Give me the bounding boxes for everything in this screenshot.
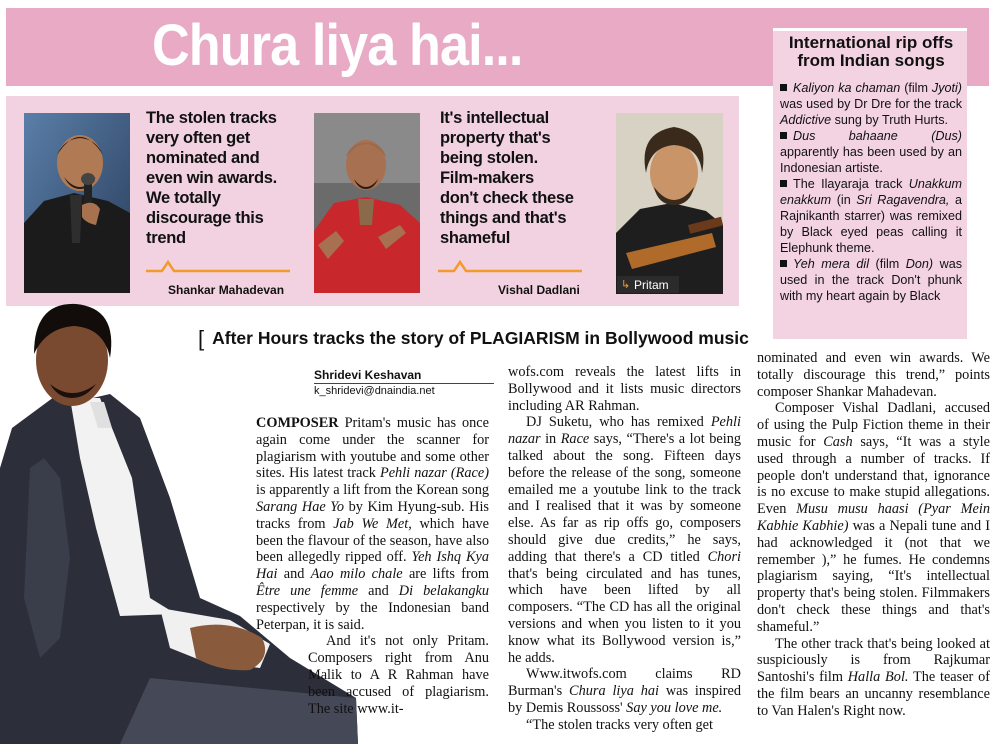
kicker-text: After Hours tracks the story of PLAGIARISM in Bollywood music bbox=[212, 328, 749, 348]
quote-line: Film-makers bbox=[440, 169, 534, 187]
byline-rule bbox=[314, 383, 494, 384]
article-paragraph: wofs.com reveals the latest lifts in Bollywood and it lists music directors including AR Rahman. bbox=[508, 364, 741, 414]
quote-line: trend bbox=[146, 229, 186, 247]
sidebar-item: Dus bahaane (Dus) apparently has been used by an Indonesian artiste. bbox=[780, 129, 962, 175]
bullet-square-icon bbox=[780, 132, 787, 139]
quote-line: The stolen tracks bbox=[146, 109, 277, 127]
quote-shankar bbox=[146, 108, 277, 248]
article-paragraph: Composer Vishal Dadlani, accused of using the Pulp Fiction theme in their music for Cash says, “It was a style used through a number of tracks. If people don't understand that, ignorance is no excuse to make stupid allegations. Even Musu musu haasi (Pyar Mein Kabhie Kabhie) was a Nepali tune and I had acknowledged it (not that we remember ),” he fumes. He condemns plagiarism saying, “It's intellectual property that's being stolen. Filmmakers don't check these things and that's shameful.” bbox=[757, 400, 991, 635]
sidebar-item: The Ilayaraja track Unakkum enakkum (in Sri Ragavendra, a Rajnikanth starrer) was remixed by Black eyed peas calling it Elephunk theme. bbox=[780, 177, 962, 255]
quote-line: nominated and bbox=[146, 149, 260, 167]
quote-line: even win awards. bbox=[146, 169, 277, 187]
quote-line: being stolen. bbox=[440, 149, 538, 167]
article-paragraph: DJ Suketu, who has remixed Pehli nazar in Race says, “There's a lot being talked about the song. Fifteen days before the release of the song, someone emailed me a youtube link to the track and I realised that it was by someone else. As far as rip offs go, composers should give due credits,” he says, adding that there's a CD titled Chori that's being circulated and has tunes, which have been lifted by all composers. “The CD has all the original versions and when you listen to it you know what its Bollywood version is,” he adds. bbox=[508, 414, 741, 666]
quote-line: don't check these bbox=[440, 189, 574, 207]
quote-line: things and that's bbox=[440, 209, 567, 227]
bullet-square-icon bbox=[780, 180, 787, 187]
quote-line: shameful bbox=[440, 229, 511, 247]
bullet-square-icon bbox=[780, 260, 787, 267]
photo-shankar-mahadevan bbox=[24, 113, 130, 293]
byline-email: k_shridevi@dnaindia.net bbox=[314, 385, 435, 397]
sidebar-item: Kaliyon ka chaman (film Jyoti) was used by Dr Dre for the track Addictive sung by Truth Hurts. bbox=[780, 81, 962, 127]
article-column-3 bbox=[757, 350, 990, 720]
caption-arrow-icon: ↳ bbox=[621, 279, 631, 291]
quote-line: It's intellectual bbox=[440, 109, 549, 127]
photo-caption: Pritam bbox=[634, 278, 669, 292]
byline-name: Shridevi Keshavan bbox=[314, 368, 422, 382]
sidebar-title: International rip offs from Indian songs bbox=[788, 33, 954, 70]
article-paragraph: And it's not only Pritam. Composers right from Anu Malik to A R Rahman have been accused of plagiarism. The site www.it- bbox=[308, 633, 489, 717]
article-paragraph: The other track that's being looked at suspiciously is from Rajkumar Santoshi's film Halla Bol. The teaser of the film bears an uncanny resemblance to Van Halen's Right now. bbox=[757, 635, 990, 719]
article-paragraph: Www.itwofs.com claims RD Burman's Chura liya hai was inspired by Demis Roussoss' Say you love me. bbox=[508, 666, 741, 716]
quote-attribution: Vishal Dadlani bbox=[498, 283, 580, 297]
bracket-icon: [ bbox=[198, 326, 205, 351]
quote-attribution: Shankar Mahadevan bbox=[168, 283, 285, 297]
article-paragraph: “The stolen tracks very often get bbox=[526, 716, 713, 733]
quote-divider-icon bbox=[146, 258, 290, 276]
quote-line: discourage this bbox=[146, 209, 264, 227]
sidebar-body bbox=[780, 80, 962, 304]
quote-line: property that's bbox=[440, 129, 551, 147]
photo-pritam bbox=[616, 113, 723, 294]
quote-line: We totally bbox=[146, 189, 221, 207]
bullet-square-icon bbox=[780, 84, 787, 91]
quote-line: very often get bbox=[146, 129, 250, 147]
article-column-2 bbox=[508, 364, 741, 734]
sidebar-item: Yeh mera dil (film Don) was used in the track Don't phunk with my heart again by Black bbox=[780, 257, 962, 303]
headline: Chura liya hai... bbox=[152, 13, 523, 78]
article-paragraph: COMPOSER Pritam's music has once again come under the scanner for plagiarism with youtube and some other sites. His latest track Pehli nazar (Race) is apparently a lift from the Korean song Sarang Hae Yo by Kim Hyung-sub. His tracks from Jab We Met, which have been the flavour of the season, have also been allegedly ripped off. Yeh Ishq Kya Hai and Aao milo chale are lifts from Être une femme and Di belakangku respectively by the Indonesian band Peterpan, it is said. bbox=[256, 415, 490, 633]
article-paragraph: nominated and even win awards. We totally discourage this trend,” points composer Shankar Mahadevan. bbox=[757, 350, 990, 400]
photo-vishal-dadlani bbox=[314, 113, 420, 293]
quote-vishal bbox=[440, 108, 574, 248]
quote-divider-icon bbox=[438, 258, 582, 276]
article-column-1 bbox=[256, 415, 489, 717]
